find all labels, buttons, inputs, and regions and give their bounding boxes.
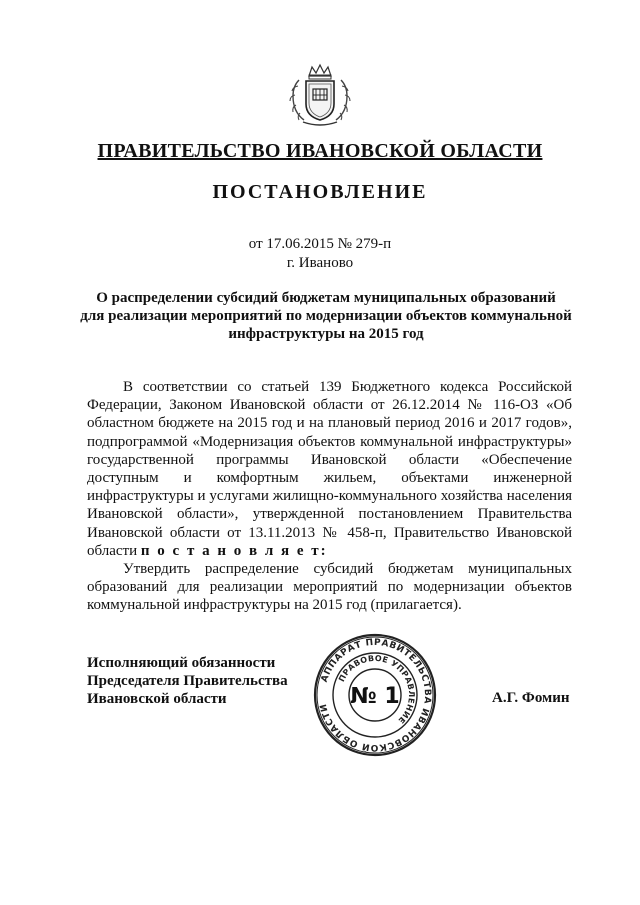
body-paragraph-preamble	[87, 378, 572, 560]
government-title: ПРАВИТЕЛЬСТВО ИВАНОВСКОЙ ОБЛАСТИ	[97, 140, 543, 162]
body-paragraph-resolution: Утвердить распределение субсидий бюджетам муниципальных образований для реализации мероприятий по модернизации объектов коммунальной инфраструктуры на 2015 год (прилагается).	[87, 561, 572, 614]
decree-date-number: от 17.06.2015 № 279-п	[248, 236, 392, 252]
seal-outer-text: АППАРАТ ПРАВИТЕЛЬСТВА ИВАНОВСКОЙ ОБЛАСТИ	[318, 637, 433, 753]
decree-city: г. Иваново	[286, 255, 354, 271]
decree-subject	[80, 289, 572, 343]
subject-line: инфраструктуры на 2015 год	[228, 326, 424, 342]
decree-body	[87, 378, 572, 615]
signatory-position	[87, 654, 317, 709]
seal-number: № 1	[350, 684, 400, 709]
subject-line: для реализации мероприятий по модернизации объектов коммунальной	[80, 308, 572, 324]
signatory-position-line: Ивановской области	[87, 691, 227, 708]
preamble-text: В соответствии со статьей 139 Бюджетного кодекса Российской Федерации, Законом Ивановской области от 26.12.2014 № 116-ОЗ «Об областном бюджете на 2015 год и на плановый период 2016 и 2017 годов», подпрограммой «Модернизация объектов коммунальной инфраструктуры» государственной программы Ивановской области «Обеспечение доступным и комфортным жильем, объектами инженерной инфраструктуры и услугами жилищно-коммунального хозяйства населения Ивановской области», утвержденной постановлением Правительства Ивановской области от 13.11.2013 № 458-п, Правительство Ивановской области	[87, 379, 572, 559]
signatory-position-line: Исполняющий обязанности	[87, 655, 276, 671]
signatory-name: А.Г. Фомин	[492, 690, 570, 706]
official-seal-icon	[313, 633, 437, 757]
document-type-heading: ПОСТАНОВЛЕНИЕ	[212, 181, 428, 203]
subject-line: О распределении субсидий бюджетам муниципальных образований	[96, 290, 556, 306]
decree-resolution-word: п о с т а н о в л я е т:	[140, 542, 328, 559]
seal-inner-text: ПРАВОВОЕ УПРАВЛЕНИЕ	[337, 653, 417, 726]
signatory-position-line: Председателя Правительства	[87, 673, 288, 690]
ivanovo-coat-of-arms-icon	[287, 62, 353, 130]
